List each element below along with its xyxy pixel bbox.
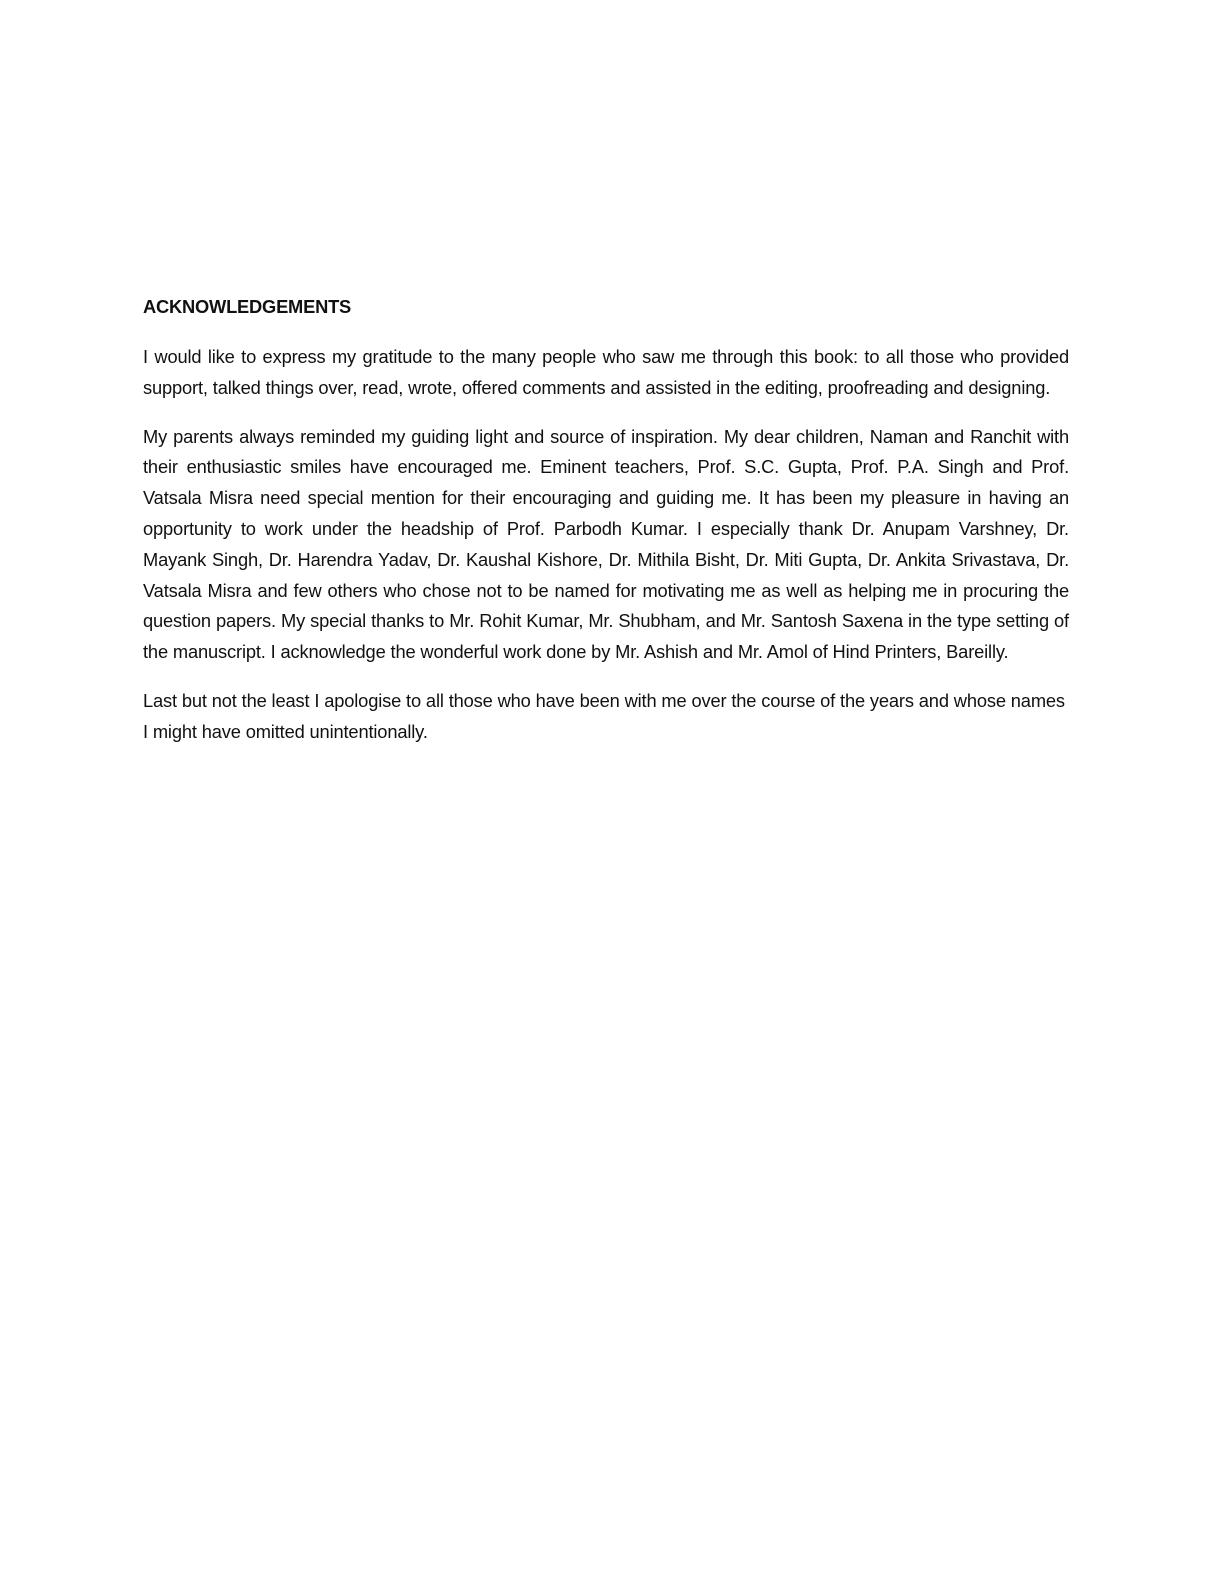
paragraph-thanks: My parents always reminded my guiding light and source of inspiration. My dear children, Naman and Ranchit with their enthusiastic smiles have encouraged me. Eminent teachers, Prof. S.C. Gupta, Prof. P.A. Singh and Prof. Vatsala Misra need special mention for their encouraging and guiding me. It has been my pleasure in having an opportunity to work under the headship of Prof. Parbodh Kumar. I especially thank Dr. Anupam Varshney, Dr. Mayank Singh, Dr. Harendra Yadav, Dr. Kaushal Kishore, Dr. Mithila Bisht, Dr. Miti Gupta, Dr. Ankita Srivastava, Dr. Vatsala Misra and few others who chose not to be named for motivating me as well as helping me in procuring the question papers. My special thanks to Mr. Rohit Kumar, Mr. Shubham, and Mr. Santosh Saxena in the type setting of the manuscript. I acknowledge the wonderful work done by Mr. Ashish and Mr. Amol of Hind Printers, Bareilly.: [143, 425, 1069, 663]
document-body: [143, 294, 1069, 766]
paragraph-gratitude: I would like to express my gratitude to the many people who saw me through this book: to all those who provided support, talked things over, read, wrote, offered comments and assisted in the editing, proofreading and designing.: [143, 346, 1069, 398]
page-title: ACKNOWLEDGEMENTS: [143, 296, 352, 317]
paragraph-apology: Last but not the least I apologise to all those who have been with me over the course of the years and whose names I might have omitted unintentionally.: [143, 689, 1065, 742]
